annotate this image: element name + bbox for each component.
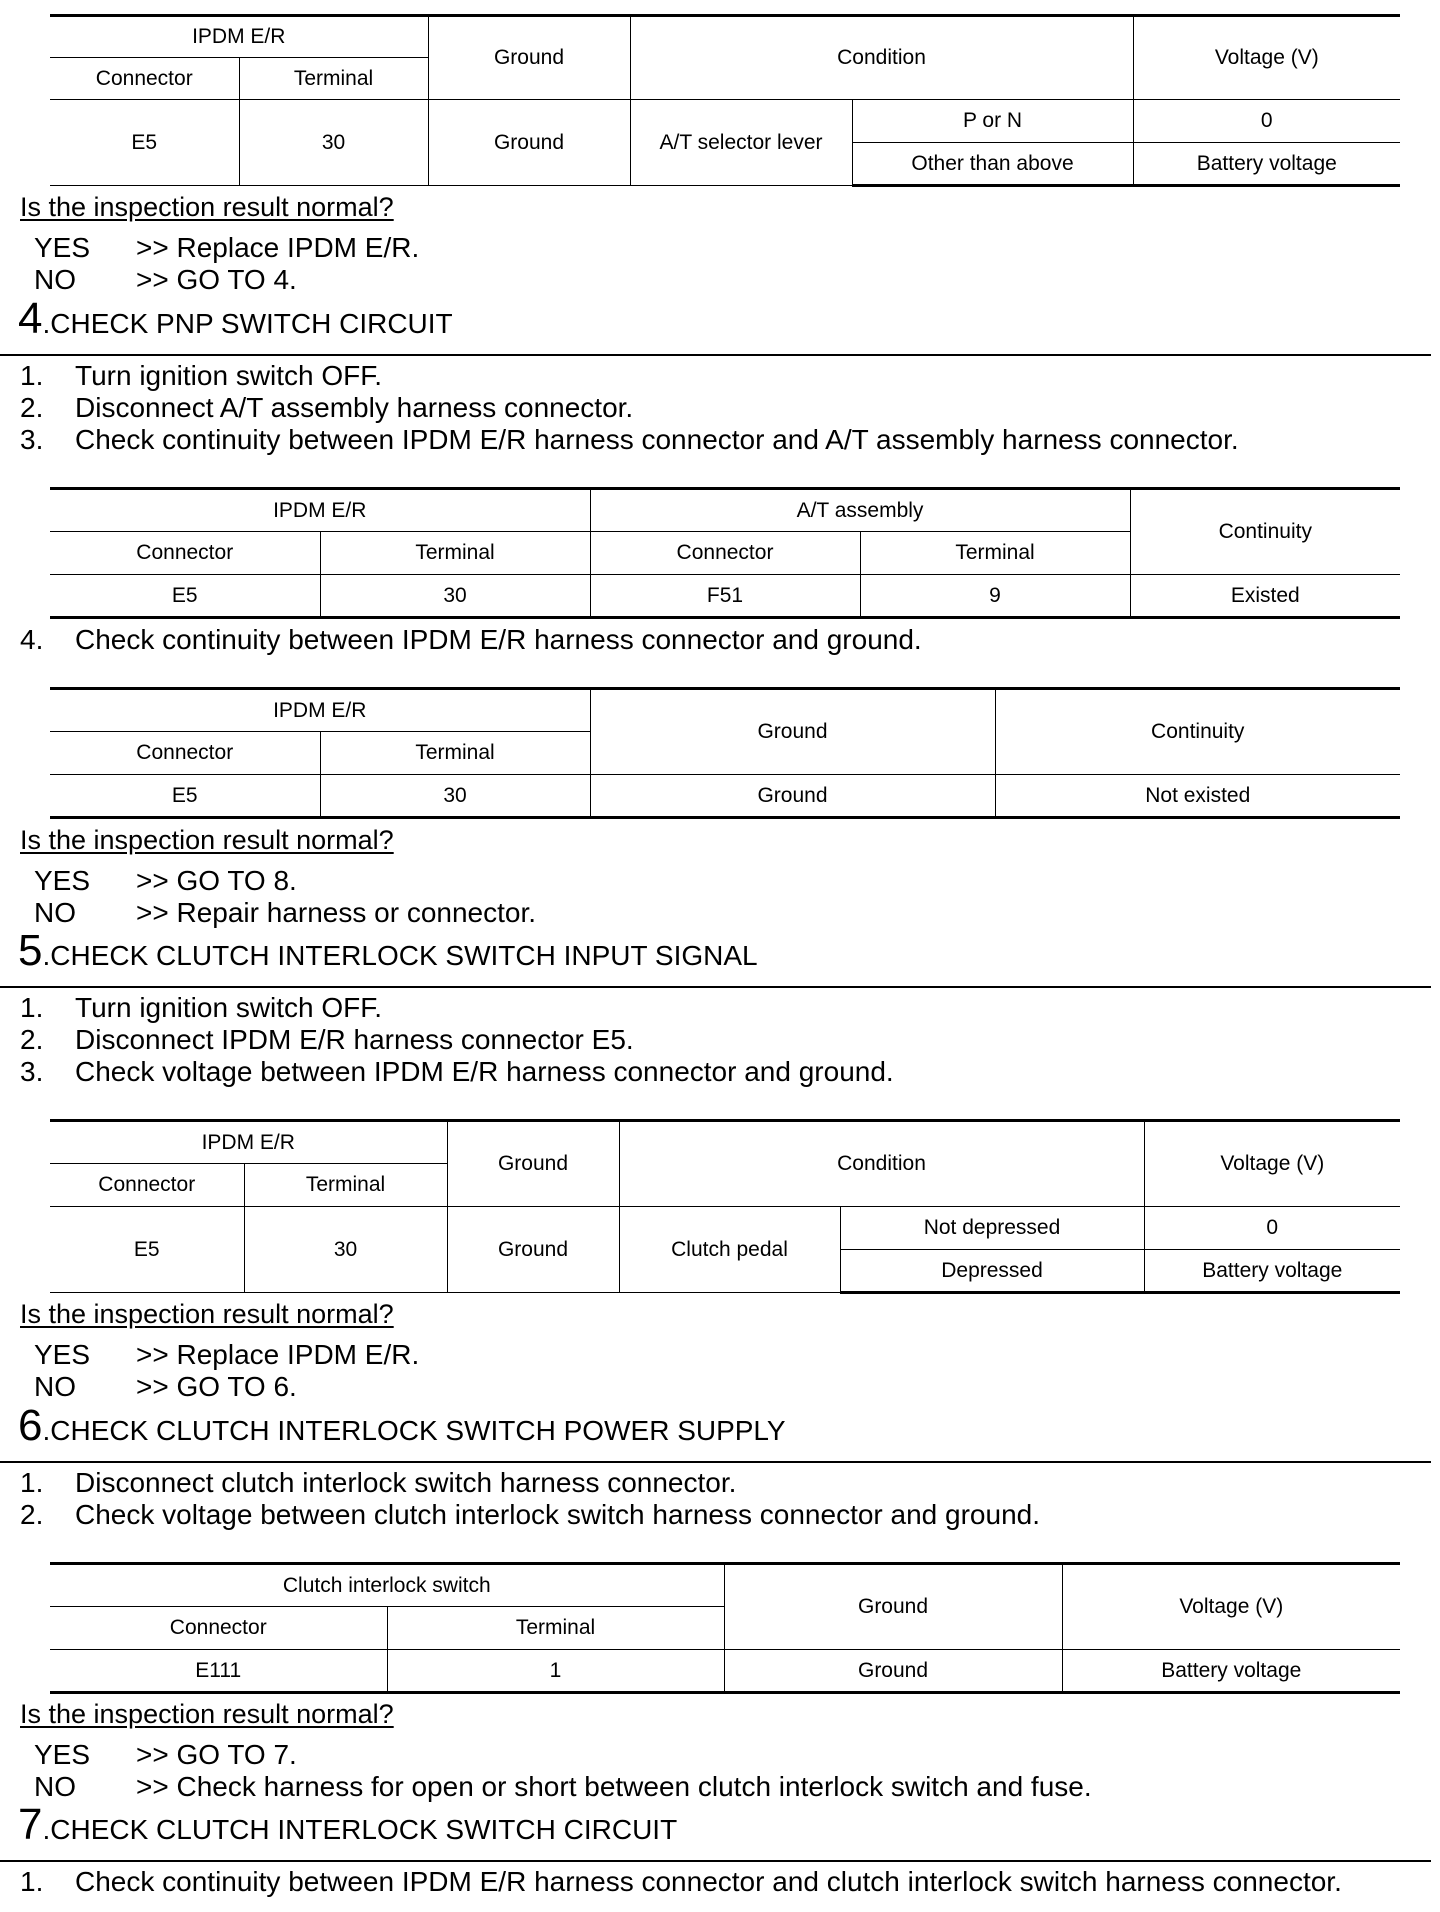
answer-yes bbox=[34, 234, 419, 262]
answer-key: NO bbox=[34, 1771, 76, 1802]
header-voltage: Voltage (V) bbox=[1144, 1121, 1400, 1207]
cell-ground: Ground bbox=[590, 775, 995, 818]
cell-connector: E5 bbox=[50, 100, 239, 186]
step-title: .CHECK PNP SWITCH CIRCUIT bbox=[42, 308, 453, 339]
cell-ground: Ground bbox=[447, 1207, 619, 1293]
header-terminal: Terminal bbox=[239, 58, 428, 100]
header-ipdm-er: IPDM E/R bbox=[50, 489, 590, 532]
answer-text: >> GO TO 8. bbox=[136, 865, 297, 896]
inspection-question: Is the inspection result normal? bbox=[20, 192, 394, 222]
header-continuity: Continuity bbox=[995, 689, 1400, 775]
answer-yes bbox=[34, 1341, 419, 1369]
cell-condition-2: Other than above bbox=[852, 143, 1133, 186]
list-item: 2. Disconnect IPDM E/R harness connector E5. bbox=[20, 1024, 634, 1055]
header-ground: Ground bbox=[447, 1121, 619, 1207]
cell-continuity: Not existed bbox=[995, 775, 1400, 818]
cell-ground: Ground bbox=[724, 1650, 1062, 1693]
header-voltage: Voltage (V) bbox=[1133, 16, 1400, 100]
answer-no bbox=[34, 266, 297, 294]
answer-text: >> Replace IPDM E/R. bbox=[136, 1339, 420, 1370]
header-connector: Connector bbox=[50, 732, 320, 775]
answer-no bbox=[34, 1773, 1092, 1801]
list-item: 3. Check voltage between IPDM E/R harness connector and ground. bbox=[20, 1056, 894, 1087]
answer-key: YES bbox=[34, 1739, 91, 1770]
step-title: .CHECK CLUTCH INTERLOCK SWITCH INPUT SIGNAL bbox=[42, 940, 758, 971]
section-divider bbox=[0, 1860, 1431, 1862]
step-heading-6 bbox=[18, 1401, 786, 1450]
header-ipdm-er: IPDM E/R bbox=[50, 689, 590, 732]
table-ipdm-ground-continuity bbox=[50, 687, 1400, 819]
cell-voltage-2: Battery voltage bbox=[1144, 1250, 1400, 1293]
cell-voltage-1: 0 bbox=[1133, 100, 1400, 143]
list-item: 1. Turn ignition switch OFF. bbox=[20, 992, 383, 1023]
list-item: 4. Check continuity between IPDM E/R harness connector and ground. bbox=[20, 624, 922, 655]
answer-no bbox=[34, 1373, 297, 1401]
cell-voltage: Battery voltage bbox=[1062, 1650, 1400, 1693]
answer-text: >> Repair harness or connector. bbox=[136, 897, 537, 928]
cell-connector: E5 bbox=[50, 1207, 244, 1293]
answer-no bbox=[34, 899, 536, 927]
step-number: 5 bbox=[18, 926, 43, 975]
step-heading-4 bbox=[18, 294, 453, 343]
cell-ground: Ground bbox=[428, 100, 630, 186]
section-divider bbox=[0, 1461, 1431, 1463]
cell-voltage-2: Battery voltage bbox=[1133, 143, 1400, 186]
header-condition: Condition bbox=[619, 1121, 1144, 1207]
list-item: 2. Check voltage between clutch interlock switch harness connector and ground. bbox=[20, 1499, 1040, 1530]
inspection-question: Is the inspection result normal? bbox=[20, 1299, 394, 1329]
cell-terminal: 1 bbox=[387, 1650, 724, 1693]
section-divider bbox=[0, 986, 1431, 988]
header-at-assembly: A/T assembly bbox=[590, 489, 1130, 532]
header-connector: Connector bbox=[590, 532, 860, 575]
answer-text: >> Check harness for open or short between clutch interlock switch and fuse. bbox=[136, 1771, 1092, 1802]
step-number: 4 bbox=[18, 294, 43, 343]
cell-terminal: 30 bbox=[320, 775, 590, 818]
header-ground: Ground bbox=[590, 689, 995, 775]
cell-connector: F51 bbox=[590, 575, 860, 618]
step-heading-5 bbox=[18, 926, 758, 975]
list-item: 1. Check continuity between IPDM E/R harness connector and clutch interlock switch harness connector. bbox=[20, 1866, 1342, 1897]
cell-condition-2: Depressed bbox=[840, 1250, 1144, 1293]
header-clutch-interlock-switch: Clutch interlock switch bbox=[50, 1564, 724, 1607]
cell-connector: E5 bbox=[50, 775, 320, 818]
cell-terminal: 9 bbox=[860, 575, 1130, 618]
answer-text: >> GO TO 7. bbox=[136, 1739, 297, 1770]
header-terminal: Terminal bbox=[320, 732, 590, 775]
header-terminal: Terminal bbox=[320, 532, 590, 575]
header-connector: Connector bbox=[50, 532, 320, 575]
cell-voltage-1: 0 bbox=[1144, 1207, 1400, 1250]
answer-yes bbox=[34, 867, 297, 895]
answer-text: >> GO TO 6. bbox=[136, 1371, 297, 1402]
cell-condition-1: Not depressed bbox=[840, 1207, 1144, 1250]
cell-continuity: Existed bbox=[1130, 575, 1400, 618]
header-ipdm-er: IPDM E/R bbox=[50, 16, 428, 58]
table-ipdm-at-continuity bbox=[50, 487, 1400, 619]
section-divider bbox=[0, 354, 1431, 356]
cell-condition-1: P or N bbox=[852, 100, 1133, 143]
header-connector: Connector bbox=[50, 58, 239, 100]
answer-text: >> GO TO 4. bbox=[136, 264, 297, 295]
cell-terminal: 30 bbox=[320, 575, 590, 618]
header-voltage: Voltage (V) bbox=[1062, 1564, 1400, 1650]
cell-condition-label: A/T selector lever bbox=[630, 100, 852, 186]
table-ipdm-clutch-voltage bbox=[50, 1119, 1400, 1294]
header-condition: Condition bbox=[630, 16, 1133, 100]
list-item: 1. Disconnect clutch interlock switch harness connector. bbox=[20, 1467, 737, 1498]
list-item: 1. Turn ignition switch OFF. bbox=[20, 360, 383, 391]
cell-terminal: 30 bbox=[239, 100, 428, 186]
step-number: 7 bbox=[18, 1800, 43, 1849]
step-number: 6 bbox=[18, 1401, 43, 1450]
header-continuity: Continuity bbox=[1130, 489, 1400, 575]
inspection-question: Is the inspection result normal? bbox=[20, 825, 394, 855]
step-heading-7 bbox=[18, 1800, 678, 1849]
list-item: 2. Disconnect A/T assembly harness connector. bbox=[20, 392, 634, 423]
answer-key: NO bbox=[34, 897, 76, 928]
header-connector: Connector bbox=[50, 1164, 244, 1207]
table-clutch-switch-voltage bbox=[50, 1562, 1400, 1694]
header-connector: Connector bbox=[50, 1607, 387, 1650]
cell-connector: E111 bbox=[50, 1650, 387, 1693]
header-terminal: Terminal bbox=[860, 532, 1130, 575]
inspection-question: Is the inspection result normal? bbox=[20, 1699, 394, 1729]
answer-yes bbox=[34, 1741, 297, 1769]
cell-connector: E5 bbox=[50, 575, 320, 618]
step-title: .CHECK CLUTCH INTERLOCK SWITCH POWER SUPPLY bbox=[42, 1415, 786, 1446]
answer-key: NO bbox=[34, 1371, 76, 1402]
cell-terminal: 30 bbox=[244, 1207, 447, 1293]
cell-condition-label: Clutch pedal bbox=[619, 1207, 840, 1293]
header-ground: Ground bbox=[724, 1564, 1062, 1650]
table-ipdm-selector-voltage bbox=[50, 14, 1400, 187]
header-terminal: Terminal bbox=[244, 1164, 447, 1207]
list-item: 3. Check continuity between IPDM E/R harness connector and A/T assembly harness connector. bbox=[20, 424, 1239, 455]
answer-text: >> Replace IPDM E/R. bbox=[136, 232, 420, 263]
header-ground: Ground bbox=[428, 16, 630, 100]
answer-key: NO bbox=[34, 264, 76, 295]
step-title: .CHECK CLUTCH INTERLOCK SWITCH CIRCUIT bbox=[42, 1814, 678, 1845]
answer-key: YES bbox=[34, 1339, 91, 1370]
answer-key: YES bbox=[34, 865, 91, 896]
header-terminal: Terminal bbox=[387, 1607, 724, 1650]
answer-key: YES bbox=[34, 232, 91, 263]
header-ipdm-er: IPDM E/R bbox=[50, 1121, 447, 1164]
